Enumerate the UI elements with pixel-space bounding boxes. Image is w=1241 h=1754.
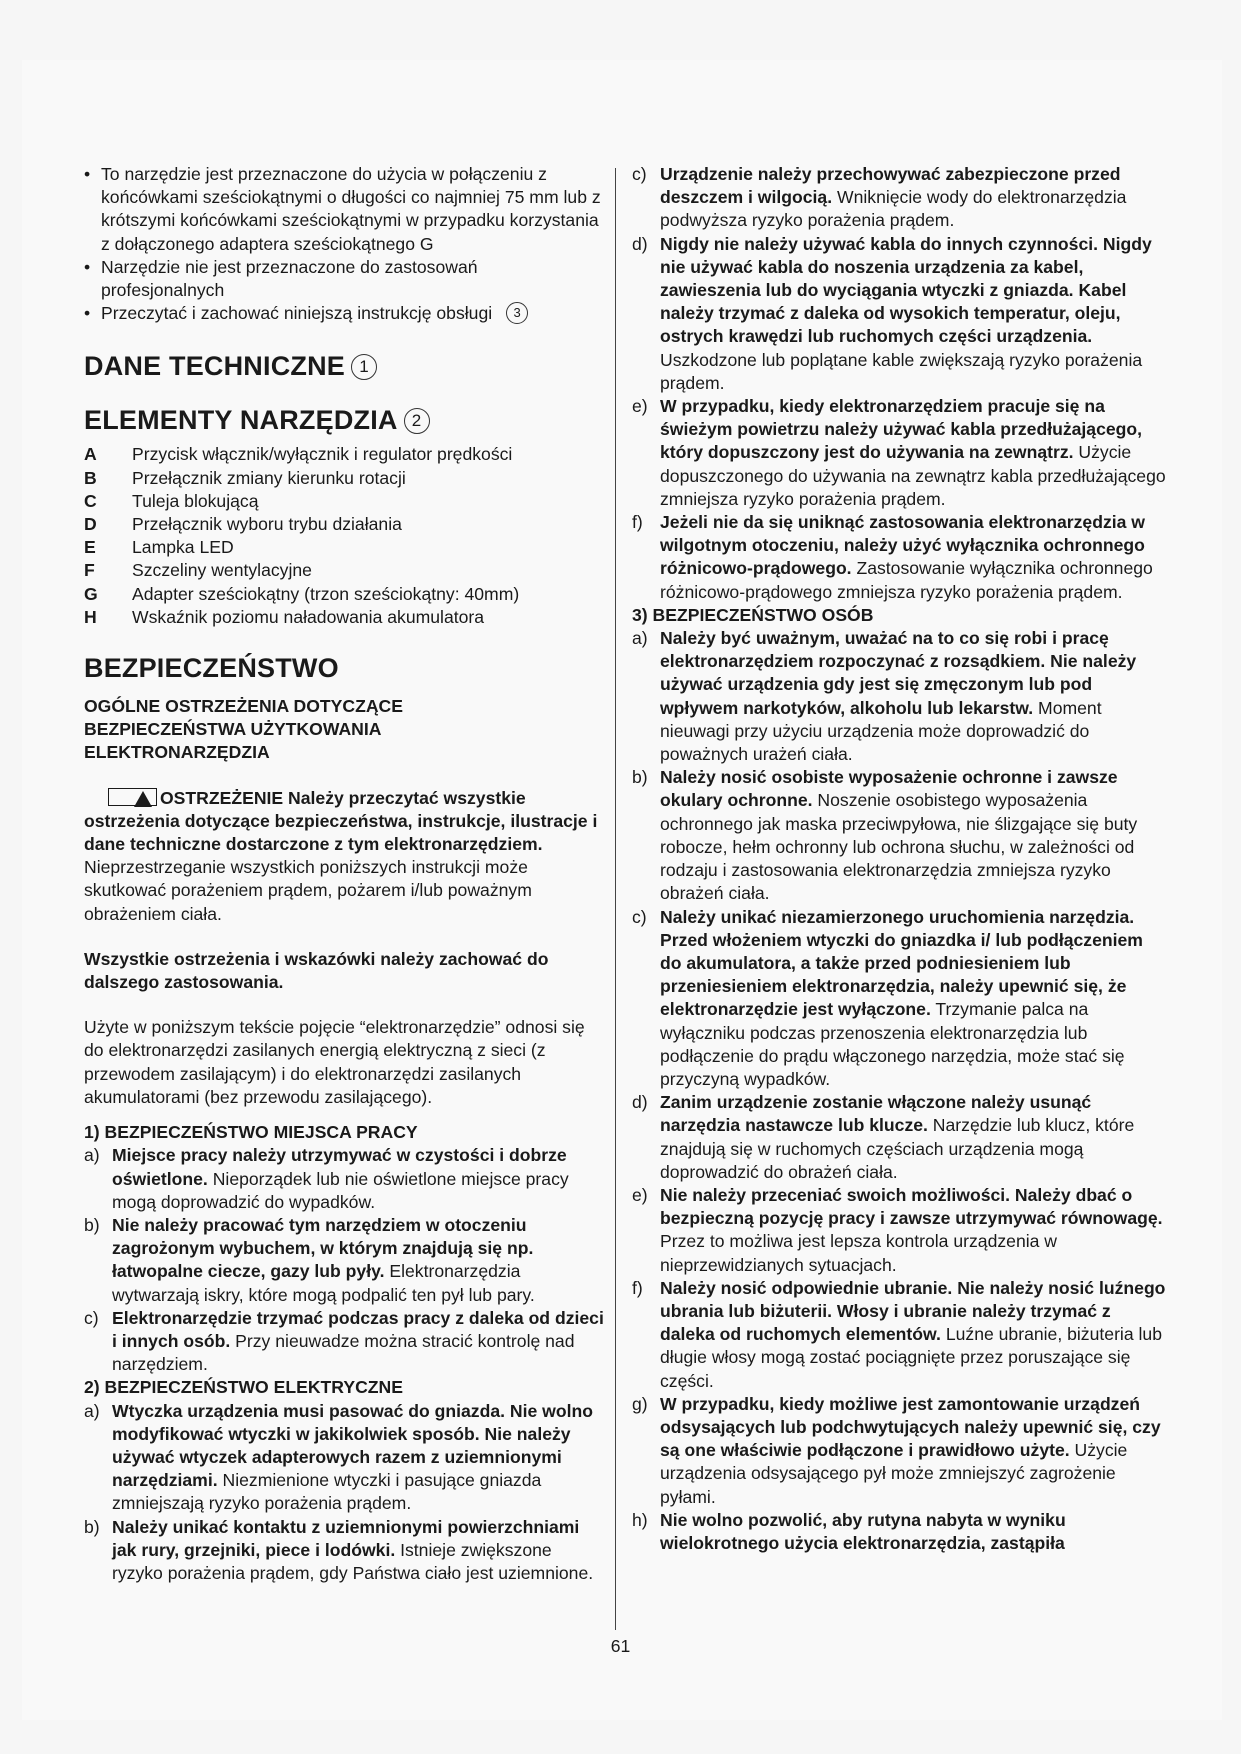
list-item: a) Wtyczka urządzenia musi pasować do gniazda. Nie wolno modyfikować wtyczki w jakikolwiek sposób. Nie należy używać wtyczek adapterowych razem z uziemnionymi narzędziami. Niezmienione wtyczki i pasujące gniazda zmniejszają ryzyko porażenia prądem. [84, 1400, 593, 1514]
right-column [632, 163, 1167, 1555]
safety-heading: BEZPIECZEŃSTWO [84, 653, 339, 684]
left-column [84, 163, 604, 1585]
parts-list [84, 443, 604, 629]
list-item: c) Urządzenie należy przechowywać zabezpieczone przed deszczem i wilgocią. Wniknięcie wody do elektronarzędzia podwyższa ryzyko porażenia prądem. [632, 164, 1127, 231]
figure-ref-3-icon: 3 [506, 302, 528, 324]
general-warnings-heading: OGÓLNE OSTRZEŻENIA DOTYCZĄCE BEZPIECZEŃSTWA UŻYTKOWANIA ELEKTRONARZĘDZIA [84, 696, 403, 763]
figure-ref-2-icon: 2 [404, 408, 430, 434]
warning-triangle-icon [108, 788, 157, 806]
section-2-heading: 2) BEZPIECZEŃSTWO ELEKTRYCZNE [84, 1377, 403, 1398]
list-item: d) Nigdy nie należy używać kabla do innych czynności. Nigdy nie używać kabla do noszenia urządzenia za kabel, zawieszenia lub do wyciągania wtyczki z gniazda. Kabel należy trzymać z daleka od wysokich temperatur, oleju, ostrych krawędzi lub ruchomych części urządzenia. Uszkodzone lub poplątane kable zwiększają ryzyko porażenia prądem. [632, 233, 1152, 393]
list-item: g) W przypadku, kiedy możliwe jest zamontowanie urządzeń odsysających lub podchwytujących należy upewnić się, czy są one właściwie podłączone i prawidłowo użyte. Użycie urządzenia odsysającego pył może zmniejszyć zagrożenie pyłami. [632, 1393, 1161, 1507]
keep-warnings-paragraph: Wszystkie ostrzeżenia i wskazówki należy zachować do dalszego zastosowania. [84, 948, 549, 993]
list-item: d) Zanim urządzenie zostanie włączone należy usunąć narzędzia nastawcze lub klucze. Narzędzie lub klucz, które znajdują się w ruchomych częściach urządzenia mogą doprowadzić do obrażeń ciała. [632, 1092, 1135, 1182]
figure-ref-1-icon: 1 [351, 354, 377, 380]
bullet-item: • Narzędzie nie jest przeznaczone do zastosowań profesjonalnych [84, 256, 604, 302]
part-row: F Szczeliny wentylacyjne [84, 560, 312, 581]
list-item: e) Nie należy przeceniać swoich możliwości. Należy dbać o bezpieczną pozycję pracy i zawsze utrzymywać równowagę. Przez to możliwa jest lepsza kontrola urządzenia w nieprzewidzianych sytuacjach. [632, 1184, 1163, 1275]
part-row: B Przełącznik zmiany kierunku rotacji [84, 467, 406, 488]
part-row: G Adapter sześciokątny (trzon sześciokątny: 40mm) [84, 583, 520, 604]
section-1-heading: 1) BEZPIECZEŃSTWO MIEJSCA PRACY [84, 1122, 418, 1143]
list-item: b) Nie należy pracować tym narzędziem w otoczeniu zagrożonym wybuchem, w którym znajdują się np. łatwopalne ciecze, gazy lub pyły. Elektronarzędzia wytwarzają iskry, które mogą podpalić ten pył lub pary. [84, 1214, 535, 1305]
list-item: b) Należy nosić osobiste wyposażenie ochronne i zawsze okulary ochronne. Noszenie osobistego wyposażenia ochronnego jak maska przeciwpyłowa, nie ślizgające się buty robocze, hełm ochronny lub ochrona słuchu, w zależności od rodzaju i zastosowania elektronarzędzia zmniejsza ryzyko obrażeń ciała. [632, 767, 1138, 904]
list-item: c) Należy unikać niezamierzonego uruchomienia narzędzia. Przed włożeniem wtyczki do gniazdka i/ lub podłączeniem do akumulatora, a także przed podniesieniem lub przeniesieniem elektronarzędzia, należy upewnić się, że elektronarzędzie jest wyłączone. Trzymanie palca na wyłączniku podczas przenoszenia elektronarzędzia lub podłączenie do prądu włączonego narzędzia, może stać się przyczyną wypadków. [632, 906, 1143, 1089]
list-item: b) Należy unikać kontaktu z uziemnionymi powierzchniami jak rury, grzejniki, piece i lodówki. Istnieje zwiększone ryzyko porażenia prądem, gdy Państwa ciało jest uziemnione. [84, 1516, 594, 1583]
warning-paragraph: OSTRZEŻENIE Należy przeczytać wszystkie ostrzeżenia dotyczące bezpieczeństwa, instrukcje, ilustracje i dane techniczne dostarczone z tym elektronarzędziem. Nieprzestrzeganie wszystkich poniższych instrukcji może skutkować porażeniem prądem, pożarem i/lub poważnym obrażeniem ciała. [84, 787, 598, 924]
section-3-heading: 3) BEZPIECZEŃSTWO OSÓB [632, 604, 874, 625]
part-row: E Lampka LED [84, 537, 234, 558]
list-item: a) Miejsce pracy należy utrzymywać w czystości i dobrze oświetlone. Nieporządek lub nie oświetlone miejsce pracy mogą doprowadzić do wypadków. [84, 1145, 569, 1212]
list-item: c) Elektronarzędzie trzymać podczas pracy z daleka od dzieci i innych osób. Przy nieuwadze można stracić kontrolę nad narzędziem. [84, 1307, 604, 1375]
bullet-item: • Przeczytać i zachować niniejszą instrukcję obsługi 3 [84, 302, 604, 325]
part-row: H Wskaźnik poziomu naładowania akumulatora [84, 606, 485, 627]
list-item: a) Należy być uważnym, uważać na to co się robi i pracę elektronarzędziem rozpoczynać z rozsądkiem. Nie należy używać urządzenia gdy jest się zmęczonym lub pod wpływem narkotyków, alkoholu lub lekarstw. Moment nieuwagi przy użyciu urządzenia może doprowadzić do poważnych urażeń ciała. [632, 628, 1137, 765]
term-paragraph: Użyte w poniższym tekście pojęcie “elektronarzędzie” odnosi się do elektronarzędzi zasilanych energią elektryczną z sieci (z przewodem zasilającym) i do elektronarzędzi zasilanych akumulatorami (bez przewodu zasilającego). [84, 1017, 585, 1107]
column-divider [615, 168, 616, 1630]
bullet-item: • To narzędzie jest przeznaczone do użycia w połączeniu z końcówkami sześciokątnymi o długości co najmniej 75 mm lub z krótszymi końcówkami sześciokątnymi w przypadku korzystania z dołączonego adaptera sześciokątnego G [84, 163, 604, 256]
tech-data-heading: DANE TECHNICZNE 1 [84, 349, 604, 383]
page-number: 61 [610, 1636, 631, 1656]
list-item: f) Jeżeli nie da się uniknąć zastosowania elektronarzędzia w wilgotnym otoczeniu, należy użyć wyłącznika ochronnego różnicowo-prądowego. Zastosowanie wyłącznika ochronnego różnicowo-prądowego zmniejsza ryzyko porażenia prądem. [632, 512, 1153, 602]
list-item: e) W przypadku, kiedy elektronarzędziem pracuje się na świeżym powietrzu należy używać kabla przedłużającego, który dopuszczony jest do używania na zewnątrz. Użycie dopuszczonego do używania na zewnątrz kabla przedłużającego zmniejsza ryzyko porażenia prądem. [632, 396, 1166, 509]
list-item: f) Należy nosić odpowiednie ubranie. Nie należy nosić luźnego ubrania lub biżuterii. Włosy i ubranie należy trzymać z daleka od ruchomych elementów. Luźne ubranie, biżuteria lub długie włosy mogą zostać pociągnięte przez poruszające się części. [632, 1277, 1166, 1391]
tool-elements-heading: ELEMENTY NARZĘDZIA 2 [84, 403, 604, 437]
part-row: A Przycisk włącznik/wyłącznik i regulator prędkości [84, 444, 513, 465]
part-row: C Tuleja blokującą [84, 490, 259, 511]
part-row: D Przełącznik wyboru trybu działania [84, 514, 402, 535]
list-item: h) Nie wolno pozwolić, aby rutyna nabyta w wyniku wielokrotnego użycia elektronarzędzia, zastąpiła [632, 1509, 1066, 1553]
